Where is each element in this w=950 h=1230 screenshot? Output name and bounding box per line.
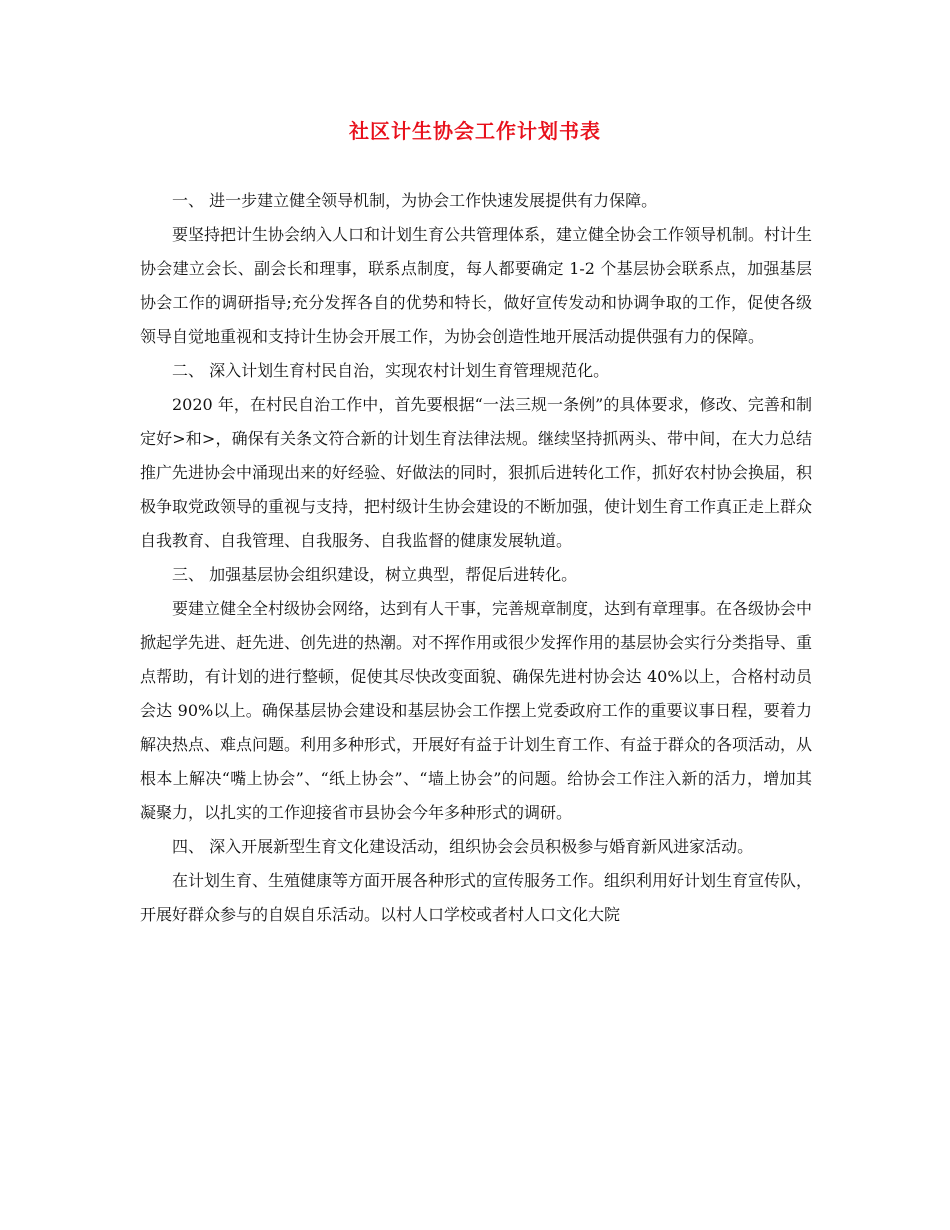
section-heading-2: 二、 深入计划生育村民自治，实现农村计划生育管理规范化。 (172, 361, 610, 380)
body-paragraph-4: 在计划生育、生殖健康等方面开展各种形式的宣传服务工作。组织利用好计划生育宣传队，开展好群众参与的自娱自乐活动。以村人口学校或者村人口文化大院 (140, 871, 813, 924)
body-paragraph-1: 要坚持把计生协会纳入人口和计划生育公共管理体系，建立健全协会工作领导机制。村计生协会建立会长、副会长和理事，联系点制度，每人都要确定 1-2 个基层协会联系点，加强基层协会工作的调研指导;充分发挥各自的优势和特长，做好宣传发动和协调争取的工作，促使各级领导自觉地重视和支持计生协会开展工作，为协会创造性地开展活动提供强有力的保障。 (140, 225, 813, 346)
document-title: 社区计生协会工作计划书表 (349, 119, 601, 143)
body-paragraph-3: 要建立健全全村级协会网络，达到有人干事，完善规章制度，达到有章理事。在各级协会中掀起学先进、赶先进、创先进的热潮。对不挥作用或很少发挥作用的基层协会实行分类指导、重点帮助，有计划的进行整顿，促使其尽快改变面貌、确保先进村协会达 40%以上，合格村动员会达 90%以上。确保基层协会建设和基层协会工作摆上党委政府工作的重要议事日程，要着力解决热点、难点问题。利用多种形式，开展好有益于计划生育工作、有益于群众的各项活动，从根本上解决“嘴上协会”、“纸上协会”、“墙上协会”的问题。给协会工作注入新的活力，增加其凝聚力，以扎实的工作迎接省市县协会今年多种形式的调研。 (140, 599, 813, 822)
document-body (140, 184, 812, 932)
section-heading-3: 三、 加强基层协会组织建设，树立典型，帮促后进转化。 (172, 565, 578, 584)
section-heading-1: 一、 进一步建立健全领导机制，为协会工作快速发展提供有力保障。 (172, 191, 658, 210)
section-heading-4: 四、 深入开展新型生育文化建设活动，组织协会会员积极参与婚育新风进家活动。 (172, 837, 754, 856)
body-paragraph-2: 2020 年，在村民自治工作中，首先要根据“一法三规一条例”的具体要求，修改、完善和制定好>和>，确保有关条文符合新的计划生育法律法规。继续坚持抓两头、带中间，在大力总结推广先进协会中涌现出来的好经验、好做法的同时，狠抓后进转化工作，抓好农村协会换届，积极争取党政领导的重视与支持，把村级计生协会建设的不断加强，使计划生育工作真正走上群众自我教育、自我管理、自我服务、自我监督的健康发展轨道。 (140, 395, 813, 550)
